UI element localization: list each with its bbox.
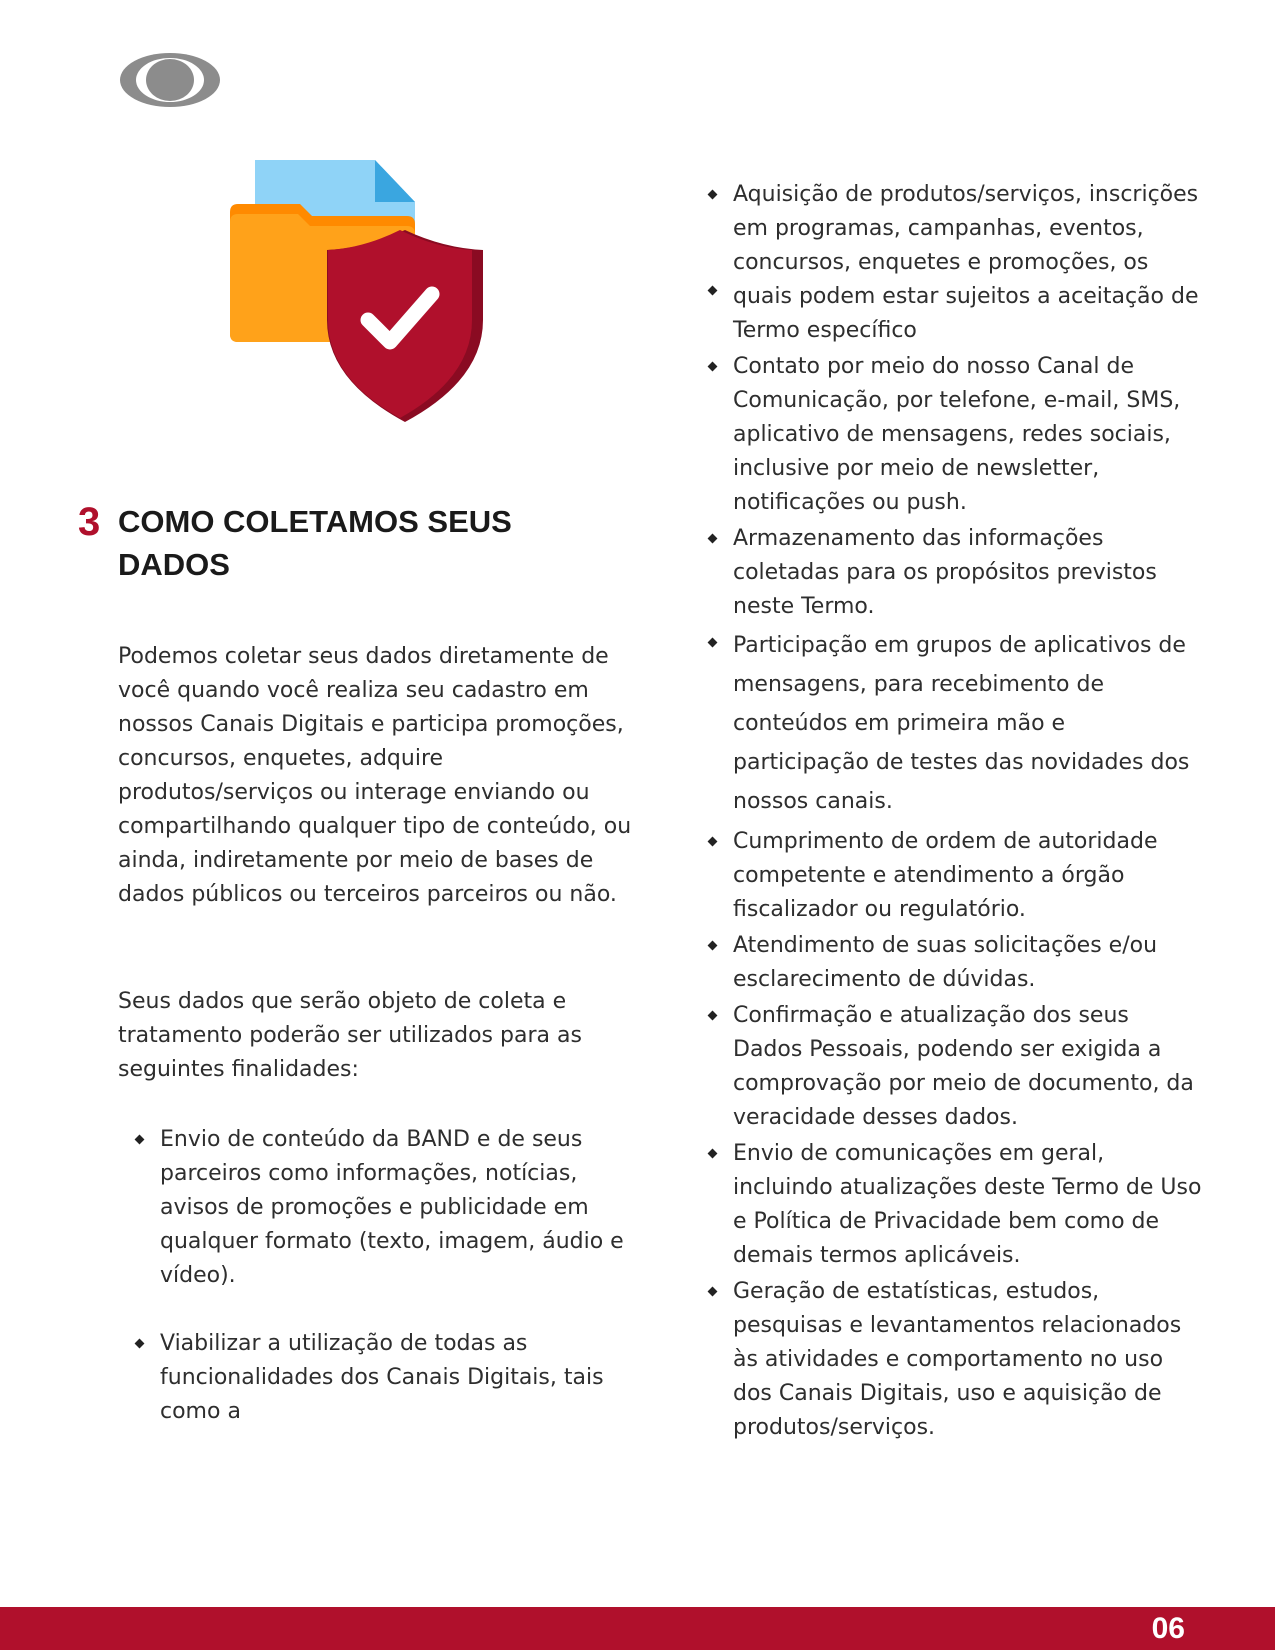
list-item	[733, 522, 1203, 624]
list-item-text: Atendimento de suas solicitações e/ou esclarecimento de dúvidas.	[733, 933, 1158, 992]
bullet-diamond-icon	[135, 1339, 145, 1349]
list-item-text: Participação em grupos de aplicativos de mensagens, para recebimento de conteúdos em primeira mão e participação de testes das novidades dos nossos canais.	[733, 633, 1190, 814]
list-item	[733, 178, 1203, 348]
list-item-text: Viabilizar a utilização de todas as funcionalidades dos Canais Digitais, tais como a	[160, 1331, 604, 1424]
list-item	[733, 929, 1203, 997]
list-item	[160, 1123, 650, 1293]
list-item	[733, 1275, 1203, 1445]
folder-shield-check-icon	[230, 160, 500, 425]
list-item	[733, 350, 1203, 520]
purposes-paragraph: Seus dados que serão objeto de coleta e tratamento poderão ser utilizados para as seguintes finalidades:	[118, 989, 582, 1082]
band-eye-logo-icon	[118, 50, 222, 110]
list-item	[733, 999, 1203, 1135]
bullet-diamond-icon	[708, 534, 718, 544]
list-item-text: Cumprimento de ordem de autoridade competente e atendimento a órgão fiscalizador ou regulatório.	[733, 829, 1158, 922]
left-bullet-list	[160, 1123, 650, 1463]
bullet-diamond-icon	[708, 638, 718, 648]
list-item	[733, 1137, 1203, 1273]
section-title: COMO COLETAMOS SEUS DADOS	[118, 504, 512, 582]
right-bullet-list	[733, 178, 1203, 1447]
bullet-diamond-icon	[708, 190, 718, 200]
list-item-text: Contato por meio do nosso Canal de Comunicação, por telefone, e-mail, SMS, aplicativo de mensagens, redes sociais, inclusive por meio de newsletter, notificações ou push.	[733, 354, 1181, 515]
bullet-diamond-icon	[135, 1135, 145, 1145]
bullet-diamond-icon	[708, 941, 718, 951]
bullet-diamond-icon	[708, 837, 718, 847]
list-item-text: Confirmação e atualização dos seus Dados Pessoais, podendo ser exigida a comprovação por meio de documento, da veracidade desses dados.	[733, 1003, 1194, 1130]
bullet-diamond-icon	[708, 362, 718, 372]
list-item-text: Armazenamento das informações coletadas para os propósitos previstos neste Termo.	[733, 526, 1157, 619]
footer-bar	[0, 1607, 1275, 1650]
list-item-text: Geração de estatísticas, estudos, pesquisas e levantamentos relacionados às atividades e comportamento no uso dos Canais Digitais, uso e aquisição de produtos/serviços.	[733, 1279, 1182, 1440]
list-item-text: Envio de conteúdo da BAND e de seus parceiros como informações, notícias, avisos de promoções e publicidade em qualquer formato (texto, imagem, áudio e vídeo).	[160, 1127, 624, 1288]
section-number: 3	[78, 500, 101, 544]
bullet-diamond-icon	[708, 286, 718, 296]
list-item-text: Aquisição de produtos/serviços, inscrições em programas, campanhas, eventos, concursos, enquetes e promoções, os quais podem estar sujeitos a aceitação de Termo específico	[733, 182, 1199, 343]
bullet-diamond-icon	[708, 1011, 718, 1021]
bullet-diamond-icon	[708, 1287, 718, 1297]
list-item	[160, 1327, 650, 1429]
list-item-text: Envio de comunicações em geral, incluindo atualizações deste Termo de Uso e Política de Privacidade bem como de demais termos aplicáveis.	[733, 1141, 1202, 1268]
page-number: 06	[1151, 1612, 1185, 1645]
intro-paragraph: Podemos coletar seus dados diretamente de você quando você realiza seu cadastro em nossos Canais Digitais e participa promoções, concursos, enquetes, adquire produtos/serviços ou interage enviando ou compartilhando qualquer tipo de conteúdo, ou ainda, indiretamente por meio de bases de dados públicos ou terceiros parceiros ou não.	[118, 644, 632, 907]
bullet-diamond-icon	[708, 1149, 718, 1159]
list-item	[733, 825, 1203, 927]
list-item	[733, 626, 1203, 821]
